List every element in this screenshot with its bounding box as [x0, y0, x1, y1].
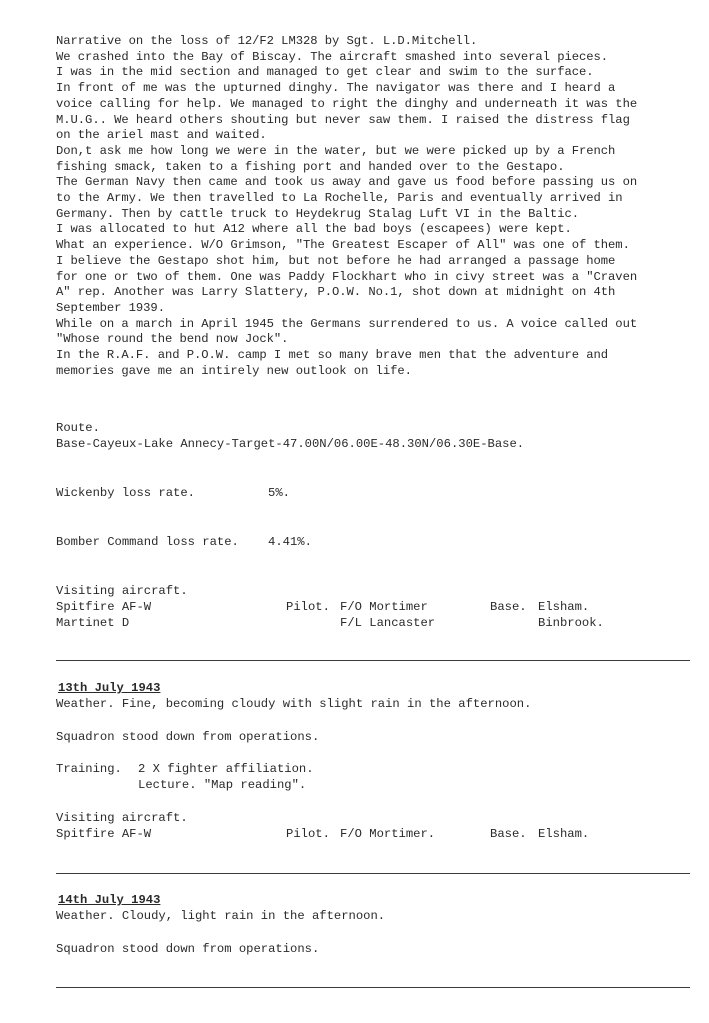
- narrative-line: on the ariel mast and waited.: [56, 128, 267, 143]
- base-label: Base.: [490, 827, 527, 841]
- weather-line: Weather. Fine, becoming cloudy with slight rain in the afternoon.: [56, 697, 532, 711]
- narrative-line: A" rep. Another was Larry Slattery, P.O.W. No.1, shot down at midnight on 4th: [56, 285, 616, 300]
- base-name: Binbrook.: [538, 616, 604, 630]
- entry-date: 13th July 1943: [58, 681, 161, 695]
- pilot-label: Pilot.: [286, 827, 330, 841]
- route-value: Base-Cayeux-Lake Annecy-Target-47.00N/06.00E-48.30N/06.30E-Base.: [56, 437, 525, 451]
- narrative-line: Narrative on the loss of 12/F2 LM328 by Sgt. L.D.Mitchell.: [56, 34, 478, 48]
- narrative-line: I was allocated to hut A12 where all the bad boys (escapees) were kept.: [56, 222, 572, 237]
- training-item: 2 X fighter affiliation.: [138, 762, 314, 776]
- narrative-line: In front of me was the upturned dinghy. The navigator was there and I heard a: [56, 81, 616, 96]
- training-item: Lecture. "Map reading".: [138, 778, 307, 792]
- bomber-command-loss-value: 4.41%.: [268, 535, 312, 549]
- section-divider: [56, 987, 690, 988]
- narrative-line: I believe the Gestapo shot him, but not before he had arranged a passage home: [56, 253, 616, 268]
- pilot-name: F/L Lancaster: [340, 616, 436, 630]
- section-divider: [56, 660, 690, 661]
- narrative-line: I was in the mid section and managed to get clear and swim to the surface.: [56, 65, 594, 80]
- wickenby-loss-label: Wickenby loss rate.: [56, 486, 195, 500]
- pilot-name: F/O Mortimer: [340, 600, 428, 614]
- operations-status: Squadron stood down from operations.: [56, 730, 320, 744]
- narrative-line: While on a march in April 1945 the Germans surrendered to us. A voice called out: [56, 316, 638, 331]
- narrative-line: September 1939.: [56, 300, 165, 315]
- visiting-aircraft-label: Visiting aircraft.: [56, 584, 188, 598]
- entry-date: 14th July 1943: [58, 893, 161, 907]
- visiting-aircraft-name: Spitfire AF-W: [56, 827, 152, 841]
- route-label: Route.: [56, 421, 100, 435]
- base-label: Base.: [490, 600, 527, 614]
- pilot-name: F/O Mortimer.: [340, 827, 436, 841]
- section-divider: [56, 873, 690, 874]
- weather-line: Weather. Cloudy, light rain in the afternoon.: [56, 909, 386, 923]
- narrative-line: voice calling for help. We managed to right the dinghy and underneath it was the: [56, 96, 638, 111]
- bomber-command-loss-label: Bomber Command loss rate.: [56, 535, 239, 549]
- visiting-aircraft-name: Martinet D: [56, 616, 130, 630]
- narrative-line: We crashed into the Bay of Biscay. The aircraft smashed into several pieces.: [56, 49, 609, 64]
- narrative-line: fishing smack, taken to a fishing port and handed over to the Gestapo.: [56, 159, 565, 174]
- narrative-line: to the Army. We then travelled to La Rochelle, Paris and eventually arrived in: [56, 191, 623, 206]
- visiting-aircraft-label: Visiting aircraft.: [56, 811, 188, 825]
- narrative-line: "Whose round the bend now Jock".: [56, 332, 289, 347]
- narrative-line: M.U.G.. We heard others shouting but never saw them. I raised the distress flag: [56, 112, 630, 127]
- narrative-line: The German Navy then came and took us away and gave us food before passing us on: [56, 175, 638, 190]
- training-label: Training.: [56, 762, 122, 776]
- narrative-line: memories gave me an intirely new outlook on life.: [56, 363, 412, 378]
- pilot-label: Pilot.: [286, 600, 330, 614]
- narrative-block: [56, 34, 696, 379]
- narrative-line: What an experience. W/O Grimson, "The Greatest Escaper of All" was one of them.: [56, 238, 630, 253]
- wickenby-loss-value: 5%.: [268, 486, 290, 500]
- narrative-line: Germany. Then by cattle truck to Heydekrug Stalag Luft VI in the Baltic.: [56, 206, 579, 221]
- base-name: Elsham.: [538, 827, 590, 841]
- narrative-line: for one or two of them. One was Paddy Flockhart who in civy street was a "Craven: [56, 269, 638, 284]
- narrative-line: In the R.A.F. and P.O.W. camp I met so many brave men that the adventure and: [56, 348, 609, 363]
- narrative-line: Don,t ask me how long we were in the water, but we were picked up by a French: [56, 143, 616, 158]
- base-name: Elsham.: [538, 600, 590, 614]
- visiting-aircraft-name: Spitfire AF-W: [56, 600, 152, 614]
- operations-status: Squadron stood down from operations.: [56, 942, 320, 956]
